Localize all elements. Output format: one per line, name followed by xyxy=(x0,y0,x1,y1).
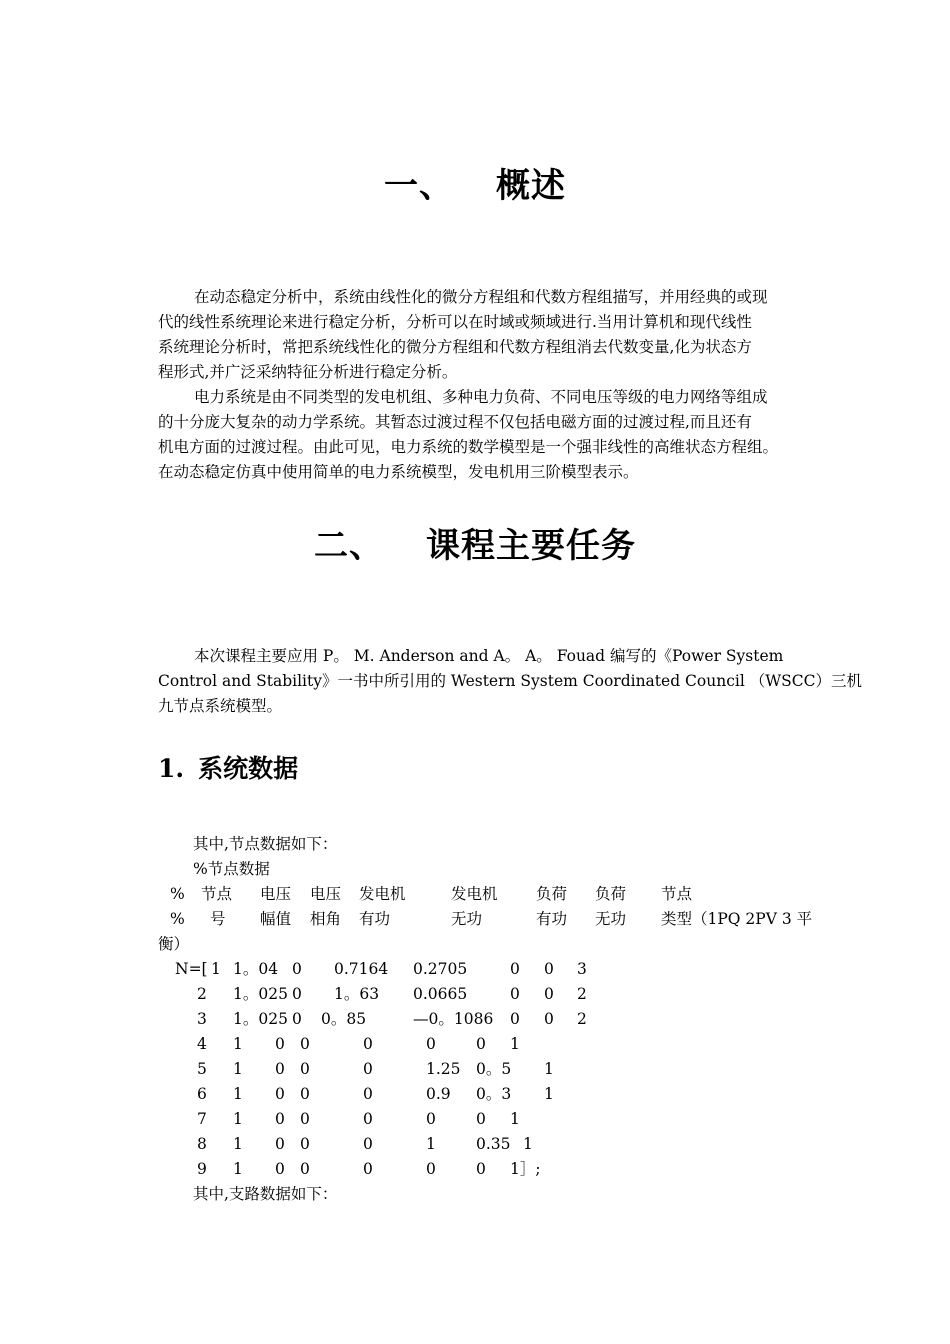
header-load-active: 有功 xyxy=(536,910,568,928)
table-cell: 0 xyxy=(300,1110,310,1128)
table-cell: 1。025 xyxy=(233,985,288,1003)
table-cell: 1。04 xyxy=(233,960,279,978)
header-pct: % xyxy=(170,885,185,903)
table-cell: 0 xyxy=(300,1085,310,1103)
text-line: 程形式,并广泛采纳特征分析进行稳定分析。 xyxy=(158,363,458,381)
table-cell: 0 xyxy=(544,985,554,1003)
table-cell: 6 xyxy=(197,1085,207,1103)
text-line: 的十分庞大复杂的动力学系统。其暂态过渡过程不仅包括电磁方面的过渡过程,而且还有 xyxy=(158,413,752,431)
header-reactive: 无功 xyxy=(451,910,483,928)
table-cell: 0 xyxy=(292,960,302,978)
table-cell: 1 xyxy=(211,960,221,978)
section-1-paragraph-2 xyxy=(158,385,823,485)
table-cell: 0 xyxy=(510,985,520,1003)
table-cell: 0.2705 xyxy=(413,960,468,978)
text-line: 在动态稳定仿真中使用简单的电力系统模型，发电机用三阶模型表示。 xyxy=(158,463,639,481)
node-data-comment: %节点数据 xyxy=(193,860,270,878)
table-cell: 0 xyxy=(426,1035,436,1053)
table-cell: 0.0665 xyxy=(413,985,468,1003)
table-cell: 0 xyxy=(544,1010,554,1028)
section-2-heading xyxy=(0,518,950,567)
header-angle: 相角 xyxy=(310,910,342,928)
table-cell: 0 xyxy=(292,1010,302,1028)
section-1-heading xyxy=(0,158,950,207)
header-magnitude: 幅值 xyxy=(260,910,292,928)
table-cell: 0 xyxy=(510,1010,520,1028)
table-cell: 0 xyxy=(300,1135,310,1153)
table-cell: 0 xyxy=(363,1060,373,1078)
table-cell: 0 xyxy=(275,1110,285,1128)
table-cell: 1 xyxy=(523,1135,533,1153)
table-cell: 1］; xyxy=(510,1160,541,1178)
table-cell: 1.25 xyxy=(426,1060,461,1078)
table-cell: 0 xyxy=(476,1160,486,1178)
table-cell: 0.9 xyxy=(426,1085,451,1103)
table-cell: 0 xyxy=(275,1060,285,1078)
table-cell: 0 xyxy=(476,1110,486,1128)
text-line: 机电方面的过渡过程。由此可见，电力系统的数学模型是一个强非线性的高维状态方程组。 xyxy=(158,438,779,456)
text-line: 本次课程主要应用 P。 M. Anderson and A。 A。 Fouad 编写的《Power System xyxy=(194,647,784,665)
section-1-number: 一、 xyxy=(384,166,454,206)
subsection-1-heading xyxy=(158,749,298,785)
table-cell: 0 xyxy=(476,1035,486,1053)
header-node-type: 节点 xyxy=(661,885,693,903)
table-cell: 0 xyxy=(292,985,302,1003)
table-cell: 0 xyxy=(300,1160,310,1178)
text-line: 代的线性系统理论来进行稳定分析，分析可以在时域或频域进行.当用计算机和现代线性 xyxy=(158,313,752,331)
header-type-desc: 类型（1PQ 2PV 3 平 xyxy=(661,910,813,928)
table-cell: 1 xyxy=(510,1110,520,1128)
table-cell: 0 xyxy=(300,1035,310,1053)
table-cell: 1 xyxy=(233,1110,243,1128)
table-cell: 2 xyxy=(197,985,207,1003)
table-cell: 0 xyxy=(363,1035,373,1053)
table-cell: 0 xyxy=(510,960,520,978)
text-line: Control and Stability》一书中所引用的 Western System Coordinated Council （WSCC）三机 xyxy=(158,672,863,690)
table-cell: 0 xyxy=(275,1135,285,1153)
table-cell: 9 xyxy=(197,1160,207,1178)
section-2-number: 二、 xyxy=(314,526,384,566)
table-cell: 2 xyxy=(577,1010,587,1028)
table-cell: 1 xyxy=(544,1085,554,1103)
table-cell: N=[ xyxy=(175,960,208,978)
table-cell: 1 xyxy=(426,1135,436,1153)
table-cell: 0。3 xyxy=(476,1085,512,1103)
table-cell: 0 xyxy=(275,1160,285,1178)
table-cell: 5 xyxy=(197,1060,207,1078)
table-cell: 0 xyxy=(426,1110,436,1128)
table-cell: 1 xyxy=(510,1035,520,1053)
header-generator-2: 发电机 xyxy=(451,885,498,903)
header-active: 有功 xyxy=(359,910,391,928)
table-cell: 1 xyxy=(233,1160,243,1178)
table-cell: 0。85 xyxy=(321,1010,367,1028)
text-line: 在动态稳定分析中，系统由线性化的微分方程组和代数方程组描写，并用经典的或现 xyxy=(194,288,768,306)
table-cell: 0.7164 xyxy=(334,960,389,978)
text-line: 九节点系统模型。 xyxy=(158,697,283,715)
header-load-2: 负荷 xyxy=(595,885,627,903)
text-line: 系统理论分析时，常把系统线性化的微分方程组和代数方程组消去代数变量,化为状态方 xyxy=(158,338,752,356)
subsection-1-title: 系统数据 xyxy=(198,754,299,783)
section-1-title: 概述 xyxy=(496,166,566,206)
table-cell: 0 xyxy=(275,1035,285,1053)
table-cell: 0 xyxy=(426,1160,436,1178)
subsection-1-number: 1. xyxy=(158,754,185,783)
table-cell: 0 xyxy=(275,1085,285,1103)
branch-data-intro: 其中,支路数据如下： xyxy=(193,1185,338,1203)
section-2-paragraph xyxy=(158,644,863,719)
table-cell: 1 xyxy=(233,1085,243,1103)
table-cell: 0.35 xyxy=(476,1135,511,1153)
table-cell: 3 xyxy=(577,960,587,978)
table-cell: 0。5 xyxy=(476,1060,512,1078)
table-cell: 0 xyxy=(544,960,554,978)
table-cell: 0 xyxy=(300,1060,310,1078)
header-type-desc-wrap: 衡） xyxy=(158,935,190,953)
table-cell: 4 xyxy=(197,1035,207,1053)
header-number: 号 xyxy=(210,910,226,928)
table-cell: 3 xyxy=(197,1010,207,1028)
section-1-paragraph-1 xyxy=(158,285,823,385)
table-cell: —0。1086 xyxy=(413,1010,494,1028)
header-generator: 发电机 xyxy=(359,885,406,903)
table-cell: 0 xyxy=(363,1085,373,1103)
table-cell: 0 xyxy=(363,1110,373,1128)
table-cell: 7 xyxy=(197,1110,207,1128)
header-voltage-2: 电压 xyxy=(310,885,342,903)
table-cell: 1 xyxy=(544,1060,554,1078)
text-line: 电力系统是由不同类型的发电机组、多种电力负荷、不同电压等级的电力网络等组成 xyxy=(194,388,768,406)
header-load: 负荷 xyxy=(536,885,568,903)
table-cell: 0 xyxy=(363,1135,373,1153)
node-data-intro: 其中,节点数据如下： xyxy=(193,835,338,853)
header-pct: % xyxy=(170,910,185,928)
header-node: 节点 xyxy=(201,885,233,903)
header-load-reactive: 无功 xyxy=(595,910,627,928)
table-cell: 2 xyxy=(577,985,587,1003)
table-cell: 1 xyxy=(233,1060,243,1078)
table-cell: 1。025 xyxy=(233,1010,288,1028)
table-cell: 8 xyxy=(197,1135,207,1153)
section-2-title: 课程主要任务 xyxy=(426,526,636,566)
header-voltage: 电压 xyxy=(260,885,292,903)
table-cell: 1 xyxy=(233,1035,243,1053)
table-cell: 1 xyxy=(233,1135,243,1153)
table-cell: 1。63 xyxy=(334,985,380,1003)
table-cell: 0 xyxy=(363,1160,373,1178)
